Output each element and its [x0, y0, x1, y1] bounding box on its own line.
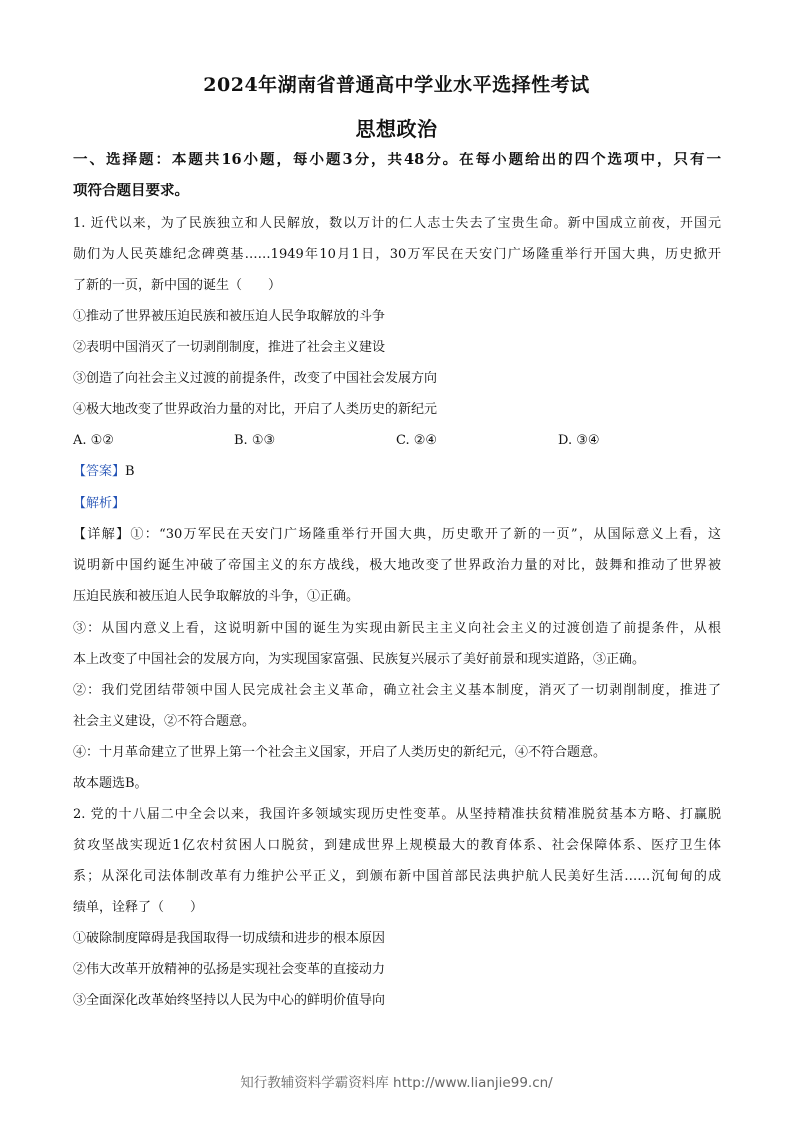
q1-statement-1: ①推动了世界被压迫民族和被压迫人民争取解放的斗争	[73, 309, 386, 324]
q1-detail-line-2: 说明新中国约诞生冲破了帝国主义的东方战线，极大地改变了世界政治力量的对比，鼓舞和推动了世界被	[73, 558, 721, 573]
answer-value: B	[125, 464, 135, 479]
q1-option-a: A. ①②	[73, 433, 114, 448]
q1-detail-line-5: 本上改变了中国社会的发展方向，为实现国家富强、民族复兴展示了美好前景和现实道路，③正确。	[73, 652, 646, 667]
q1-detail-line-3: 压迫民族和被压迫人民争取解放的斗争，①正确。	[73, 589, 360, 604]
q2-statement-1: ①破除制度障碍是我国取得一切成绩和进步的根本原因	[73, 931, 386, 946]
q1-option-b: B. ①③	[234, 433, 276, 448]
q1-detail-line-4: ③：从国内意义上看，这说明新中国的诞生为实现由新民主主义向社会主义的过渡创造了前提条件，从根	[73, 621, 721, 636]
q1-option-d: D. ③④	[558, 433, 600, 448]
q2-stem-line-1: 2. 党的十八届二中全会以来，我国许多领域实现历史性变革。从坚持精准扶贫精准脱贫基本方略、打赢脱	[73, 807, 721, 822]
q1-detail-line-8: ④：十月革命建立了世界上第一个社会主义国家，开启了人类历史的新纪元，④不符合题意。	[73, 745, 607, 760]
exam-title: 2024年湖南省普通高中学业水平选择性考试	[203, 74, 590, 96]
q1-statement-3: ③创造了向社会主义过渡的前提条件，改变了中国社会发展方向	[73, 371, 438, 386]
footer-watermark: 知行教辅资料学霸资料库 http://www.lianjie99.cn/	[240, 1075, 553, 1091]
q1-statement-2: ②表明中国消灭了一切剥削制度，推进了社会主义建设	[73, 340, 386, 355]
subject-title: 思想政治	[355, 117, 438, 141]
q2-statement-3: ③全面深化改革始终坚持以人民为中心的鲜明价值导向	[73, 993, 386, 1008]
q1-detail-line-6: ②：我们党团结带领中国人民完成社会主义革命，确立社会主义基本制度，消灭了一切剥削制度，推进了	[73, 683, 721, 698]
analysis-tag: 【解析】	[73, 496, 126, 511]
q2-statement-2: ②伟大改革开放精神的弘扬是实现社会变革的直接动力	[73, 962, 386, 977]
q1-stem-line-1: 1. 近代以来，为了民族独立和人民解放，数以万计的仁人志士失去了宝贵生命。新中国成立前夜，开国元	[73, 216, 721, 231]
q1-detail-line-1: 【详解】①：“30万军民在天安门广场隆重举行开国大典，历史歌开了新的一页”，从国际意义上看，这	[73, 527, 721, 542]
q1-stem-line-2: 勋们为人民英雄纪念碑奠基……1949年10月1日，30万军民在天安门广场隆重举行开国大典，历史掀开	[73, 247, 721, 262]
q1-option-c: C. ②④	[396, 433, 438, 448]
q2-stem-line-2: 贫攻坚战实现近1亿农村贫困人口脱贫，到建成世界上规模最大的教育体系、社会保障体系、医疗卫生体	[73, 838, 721, 853]
q1-answer	[73, 464, 721, 480]
q2-stem-line-4: 绩单，诠释了（ ）	[73, 900, 204, 915]
q1-detail-line-7: 社会主义建设，②不符合题意。	[73, 714, 256, 729]
q1-stem-line-3: 了新的一页，新中国的诞生（ ）	[73, 278, 282, 293]
section-heading-line-2: 项符合题目要求。	[73, 183, 189, 199]
section-heading-line-1: 一、选择题：本题共16小题，每小题3分，共48分。在每小题给出的四个选项中，只有一	[73, 152, 721, 168]
q2-stem-line-3: 系；从深化司法体制改革有力维护公平正义，到颁布新中国首部民法典护航人民美好生活……沉甸甸的成	[73, 869, 721, 884]
q1-statement-4: ④极大地改变了世界政治力量的对比，开启了人类历史的新纪元	[73, 402, 438, 417]
answer-tag: 【答案】	[73, 464, 126, 479]
q1-detail-line-9: 故本题选B。	[73, 776, 148, 791]
